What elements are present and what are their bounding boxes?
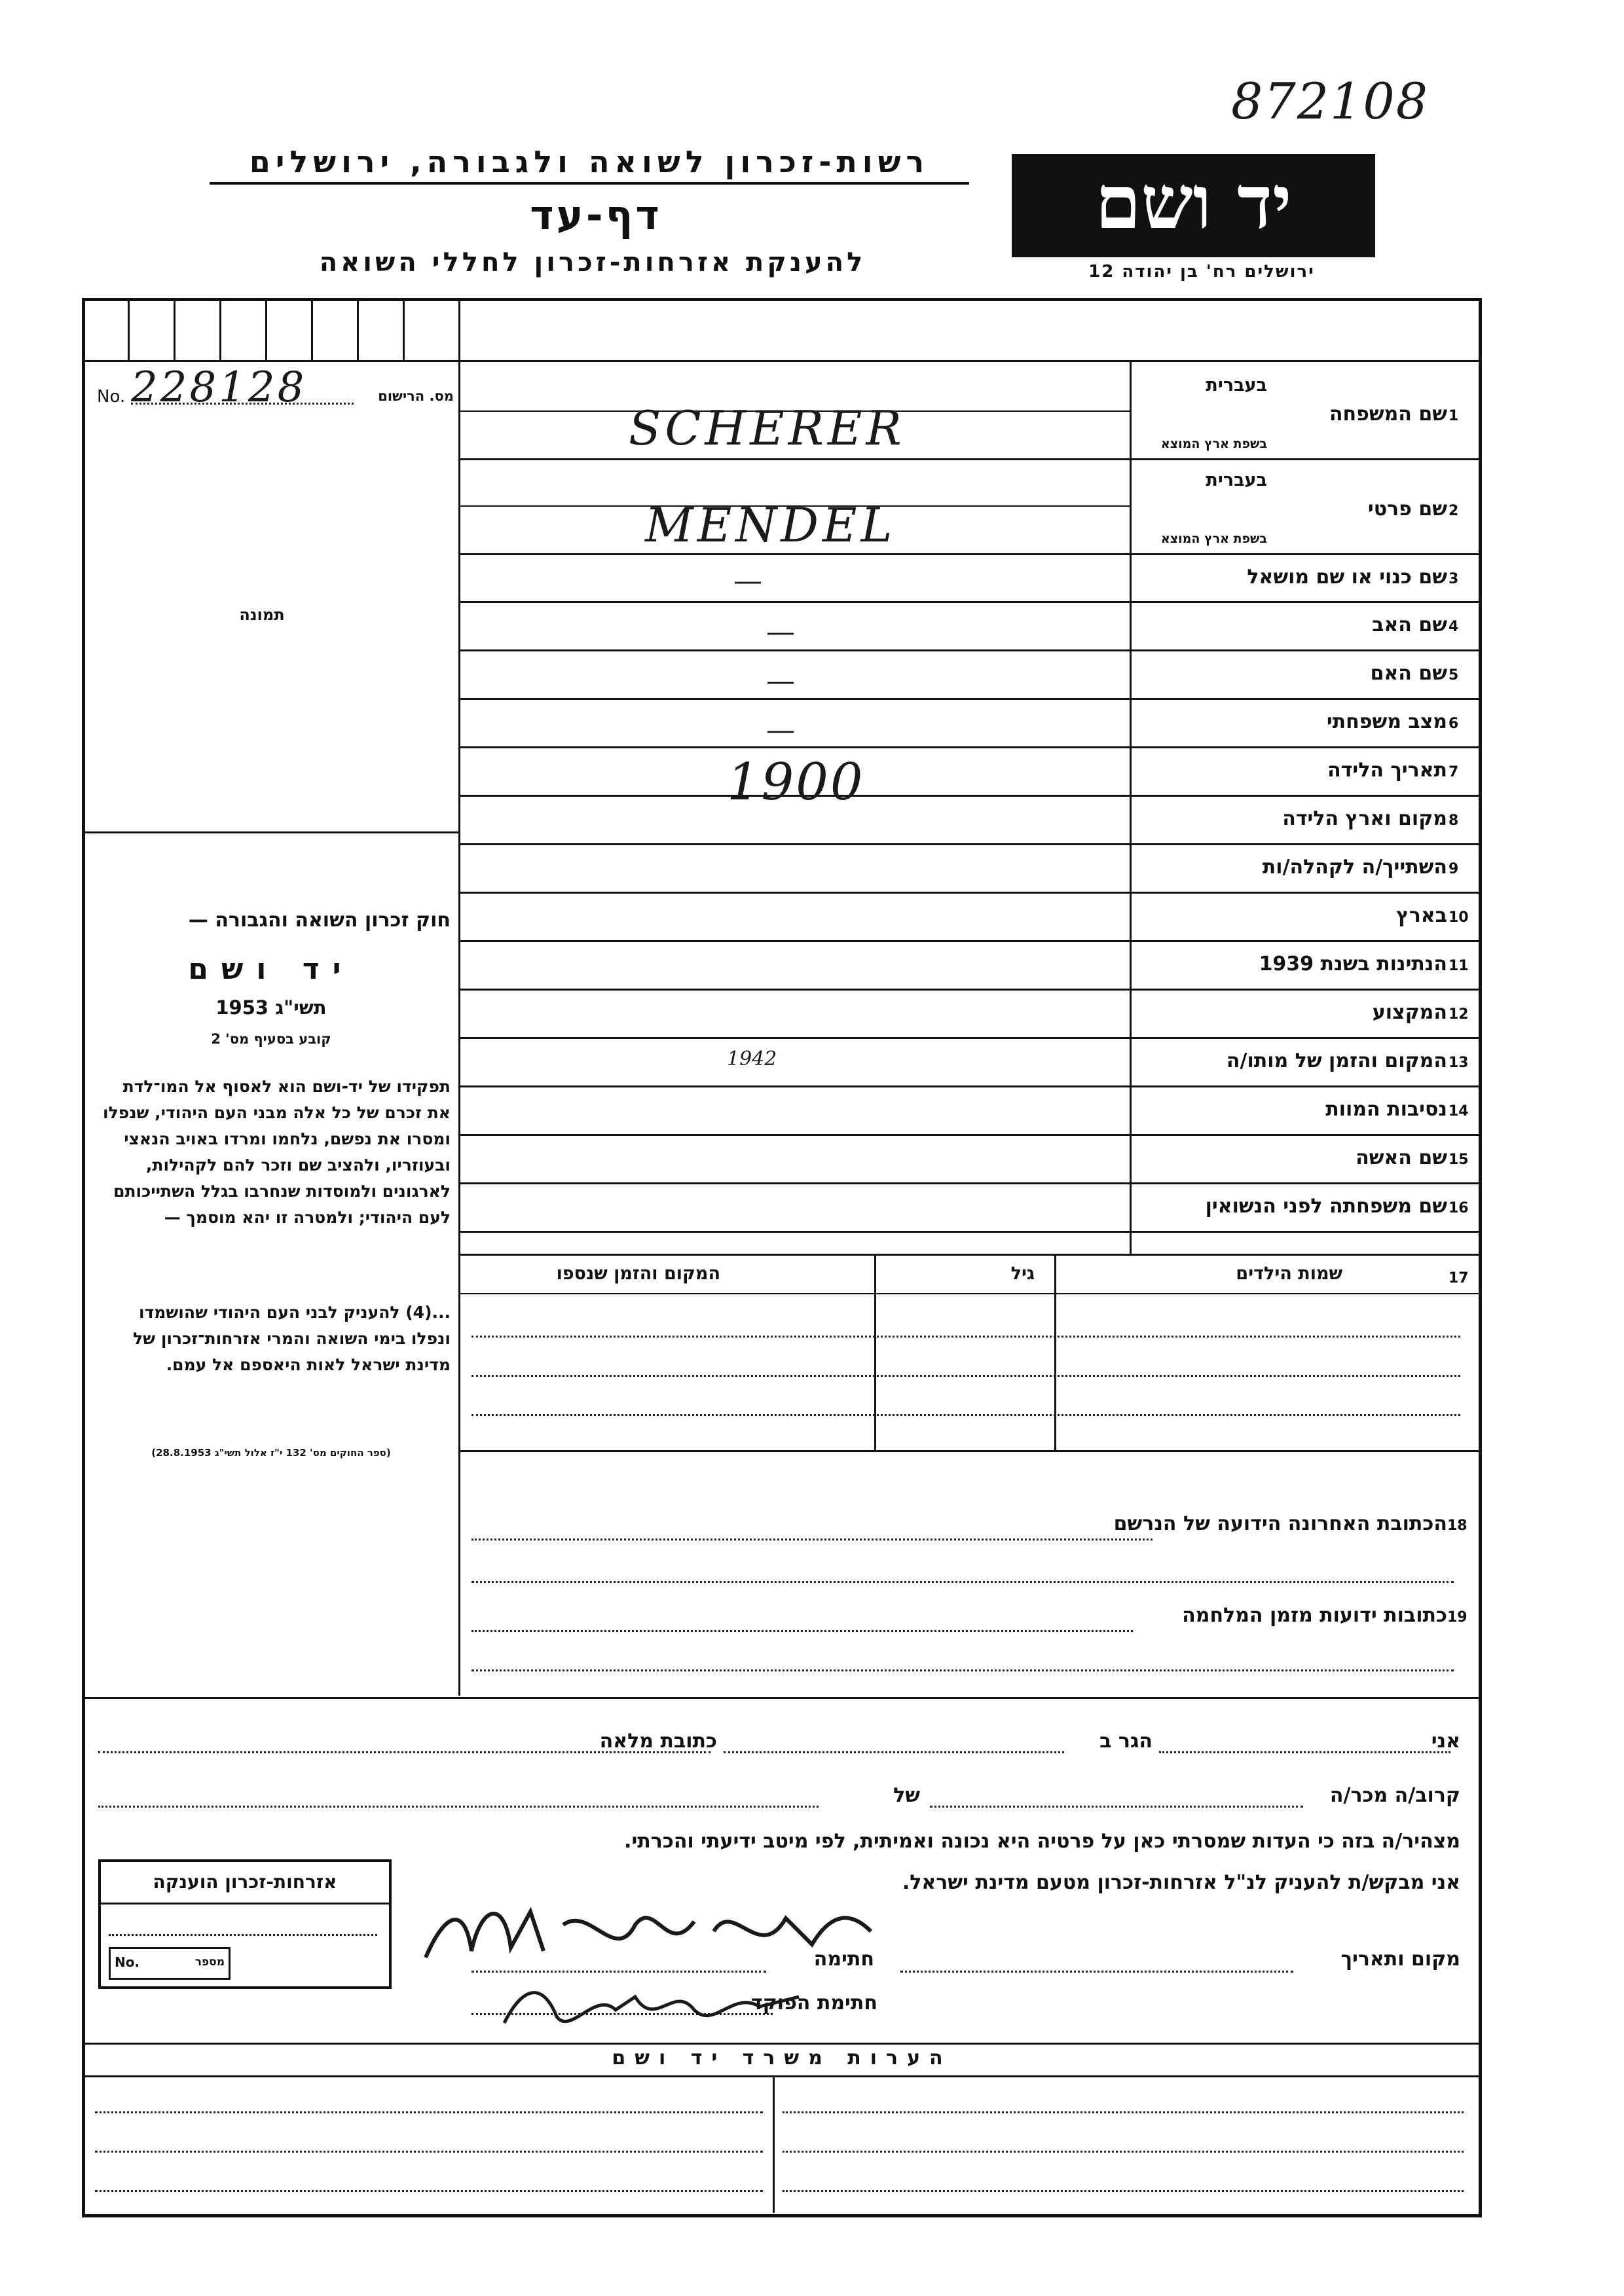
citizenship-granted-box — [98, 1859, 392, 1989]
field-label-7: תאריך הלידה — [1327, 759, 1447, 782]
field-number-14: 14 — [1449, 1103, 1469, 1120]
law-body-clause-4: ...(4) להעניק לבני העם היהודי שהושמדו ונפלו בימי השואה והמרי אזרחות־זכרון של מדינת ישראל לאות היאספם אל עמם. — [133, 1303, 451, 1374]
relative-label: קרוב/ה מכר/ה — [1329, 1784, 1460, 1807]
alias-value[interactable]: — — [733, 564, 762, 598]
declarant-address-label: כתובת מלאה — [599, 1730, 717, 1753]
surname-foreign-value[interactable]: SCHERER — [629, 401, 906, 456]
logo-text: יד ושם — [1095, 160, 1292, 246]
registration-label: מס. הרישום — [378, 388, 454, 404]
field-sub-foreign-2: בשפת ארץ המוצא — [1160, 532, 1267, 546]
field-number-8: 8 — [1449, 812, 1459, 829]
photo-label: תמונה — [239, 606, 285, 624]
last-known-address-label: הכתובת האחרונה הידועה של הנרשם — [1113, 1512, 1447, 1535]
reference-number: 872108 — [1231, 72, 1430, 130]
registration-number[interactable]: 228128 — [131, 363, 307, 412]
father-name-value[interactable]: — — [766, 615, 795, 649]
field-label-13: המקום והזמן של מותו/ה — [1226, 1049, 1447, 1072]
field-number-1: 1 — [1449, 408, 1459, 424]
yad-vashem-logo — [1012, 154, 1375, 257]
field-label-15: שם האשה — [1356, 1146, 1447, 1169]
law-clause: קובע בסעיף מס' 2 — [211, 1031, 331, 1047]
children-header-names: שמות הילדים — [1236, 1264, 1342, 1284]
field-number-4: 4 — [1449, 619, 1459, 635]
field-number-12: 12 — [1449, 1006, 1469, 1023]
law-title: חוק זכרון השואה והגבורה — — [188, 909, 451, 932]
field-number-13: 13 — [1449, 1055, 1469, 1071]
field-label-10: בארץ — [1395, 904, 1447, 927]
declarant-resides-label: הגר ב — [1099, 1730, 1153, 1753]
field-label-9: השתייך/ה לקהלה/ות — [1262, 856, 1447, 879]
field-label-1: שם המשפחה — [1329, 403, 1447, 426]
field-label-14: נסיבות המוות — [1325, 1098, 1447, 1121]
citizenship-number-label: מספר — [194, 1956, 225, 1969]
field-number-9: 9 — [1449, 861, 1459, 877]
field-label-8: מקום וארץ הלידה — [1282, 807, 1447, 830]
mother-name-value[interactable]: — — [766, 665, 795, 698]
field-label-12: המקצוע — [1372, 1001, 1447, 1024]
declaration-request: אני מבקש/ת להעניק לנ"ל אזרחות-זכרון מטעם מדינת ישראל. — [902, 1871, 1460, 1894]
field-number-15: 15 — [1449, 1152, 1469, 1168]
relative-of-label: של — [893, 1784, 920, 1807]
marital-status-value[interactable]: — — [766, 714, 795, 747]
field-number-10: 10 — [1449, 909, 1469, 926]
declaration-statement: מצהיר/ה בזה כי העדות שמסרתי כאן על פרטיה היא נכונה ואמיתית, לפי מיטב ידיעתי והכרתי. — [624, 1830, 1460, 1853]
field-number-2: 2 — [1449, 503, 1459, 519]
field-sub-hebrew-1: בעברית — [1206, 375, 1267, 395]
registration-no-prefix: No. — [97, 387, 126, 407]
declarant-signature — [419, 1886, 877, 1977]
field-number-16: 16 — [1449, 1200, 1469, 1216]
law-body: תפקידו של יד-ושם הוא לאסוף אל המו־לדת את זכרם של כל אלה מבני העם היהודי, שנפלו ומסרו את נפשם, נלחמו ומרדו באויב הנאצי ובעוזריו, ולהציב שם וזכר להם לקהילות, לארגונים ולמוסדות שנחרבו בגלל השתייכותם לעם היהודי; ולמטרה זו יהא מוסמך — — [103, 1077, 451, 1227]
law-year: תשי"ג 1953 — [215, 996, 327, 1019]
field-number-7: 7 — [1449, 764, 1459, 780]
last-known-address-number: 18 — [1447, 1518, 1467, 1534]
law-name: יד ושם — [188, 953, 354, 986]
field-label-4: שם האב — [1372, 613, 1447, 636]
birth-date-value[interactable]: 1900 — [727, 753, 865, 812]
field-label-16: שם משפחתה לפני הנשואין — [1205, 1195, 1447, 1218]
citizenship-box-title: אזרחות-זכרון הוענקה — [153, 1871, 337, 1893]
authority-name: רשות-זכרון לשואה ולגבורה, ירושלים — [210, 144, 969, 185]
wartime-addresses-number: 19 — [1447, 1609, 1467, 1626]
officer-signature — [498, 1971, 812, 2043]
field-sub-hebrew-2: בעברית — [1206, 470, 1267, 490]
citizenship-no-prefix: No. — [115, 1954, 140, 1970]
place-date-label: מקום ותאריך — [1340, 1948, 1460, 1971]
field-label-3: שם כנוי או שם מושאל — [1247, 565, 1447, 589]
field-label-2: שם פרטי — [1367, 498, 1447, 520]
field-number-3: 3 — [1449, 570, 1459, 587]
page-subtitle: להענקת אזרחות-זכרון לחללי השואה — [319, 247, 866, 278]
field-label-5: שם האם — [1370, 662, 1447, 685]
children-header-age: גיל — [1010, 1264, 1035, 1284]
death-year-value[interactable]: 1942 — [727, 1048, 777, 1070]
field-label-11: הנתינות בשנת 1939 — [1259, 953, 1447, 975]
page-title: דף-עד — [530, 191, 662, 239]
wartime-addresses-label: כתובות ידועות מזמן המלחמה — [1182, 1604, 1447, 1627]
law-source: (ספר החוקים מס' 132 י"ז אלול תשי"ג 28.8.1953) — [151, 1447, 391, 1459]
registration-number-row — [97, 363, 454, 412]
field-label-6: מצב משפחתי — [1326, 710, 1447, 733]
field-sub-foreign-1: בשפת ארץ המוצא — [1160, 437, 1267, 451]
field-number-6: 6 — [1449, 716, 1459, 732]
declarant-ani-label: אני — [1431, 1730, 1460, 1753]
field-number-5: 5 — [1449, 667, 1459, 683]
officer-signature-label: חתימת הפוקד — [751, 1992, 877, 2014]
logo-address: ירושלים רח' בן יהודה 12 — [1088, 262, 1315, 282]
children-header-place-time: המקום והזמן שנספו — [556, 1264, 720, 1284]
field-number-11: 11 — [1449, 958, 1469, 974]
signature-label: חתימה — [813, 1948, 874, 1971]
children-field-number: 17 — [1449, 1270, 1469, 1286]
office-notes-title: הערות משרד יד ושם — [612, 2047, 952, 2069]
firstname-foreign-value[interactable]: MENDEL — [645, 498, 896, 553]
